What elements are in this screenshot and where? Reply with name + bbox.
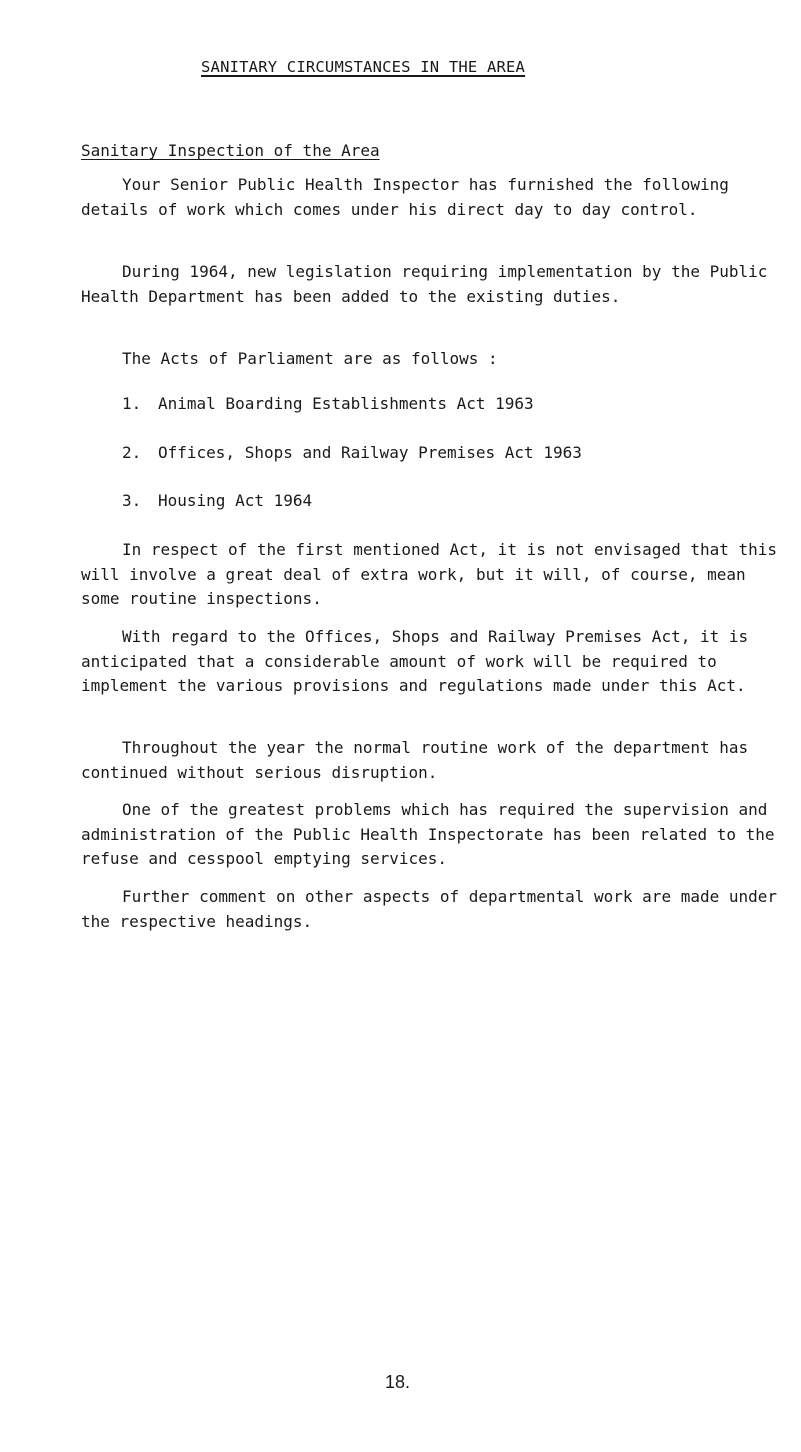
paragraph-acts-intro: The Acts of Parliament are as follows : [122,349,498,368]
paragraph-problems: One of the greatest problems which has required the supervision and administration of the Public Health Inspectorate has been related to the refuse and cesspool emptying services. [81,800,775,868]
page-title: SANITARY CIRCUMSTANCES IN THE AREA [201,58,526,76]
list-item-act-3 [122,491,312,510]
paragraph-further-comment: Further comment on other aspects of departmental work are made under the respective headings. [81,887,778,931]
list-item-act-2 [122,443,582,462]
paragraph-routine-work: Throughout the year the normal routine work of the department has continued without serious disruption. [81,738,749,782]
paragraph-first-act: In respect of the first mentioned Act, it is not envisaged that this will involve a great deal of extra work, but it will, of course, mean some routine inspections. [81,540,778,608]
list-item-act-1 [122,394,534,413]
list-item-text: Offices, Shops and Railway Premises Act 1963 [158,443,582,462]
paragraph-legislation: During 1964, new legislation requiring implementation by the Public Health Department has been added to the existing duties. [81,262,768,306]
page-number: 18. [385,1372,411,1392]
list-item-text: Animal Boarding Establishments Act 1963 [158,394,534,413]
list-item-number: 2. [122,443,142,462]
list-item-number: 1. [122,394,142,413]
paragraph-intro: Your Senior Public Health Inspector has furnished the following details of work which comes under his direct day to day control. [81,175,729,219]
paragraph-offices-act: With regard to the Offices, Shops and Railway Premises Act, it is anticipated that a considerable amount of work will be required to implement the various provisions and regulations made under this Act. [81,627,749,695]
list-item-text: Housing Act 1964 [158,491,313,510]
section-heading: Sanitary Inspection of the Area [81,141,380,160]
list-item-number: 3. [122,491,142,510]
